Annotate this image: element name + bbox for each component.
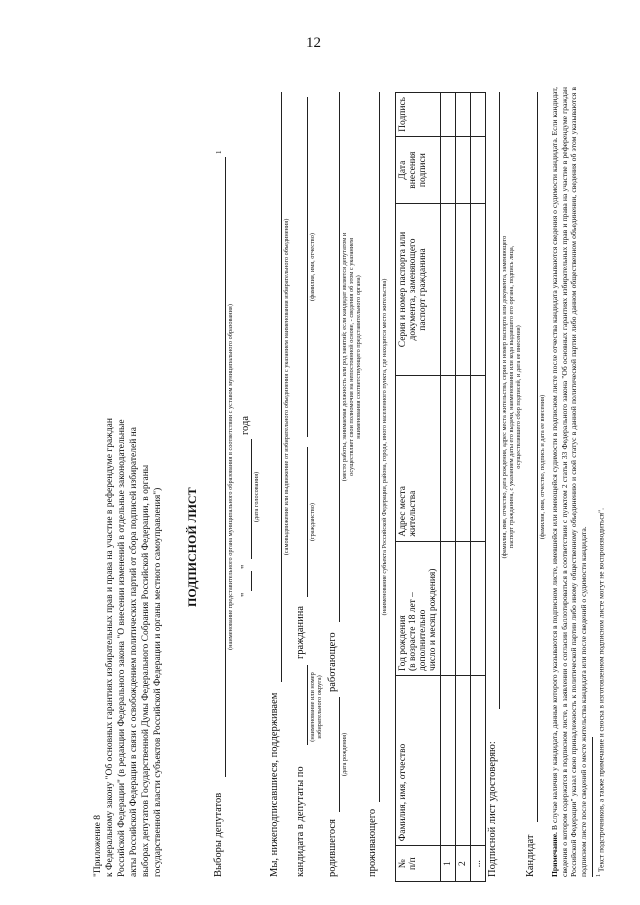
cell-signature[interactable]: [456, 93, 471, 137]
birth-date-line: [339, 697, 340, 812]
cell-date[interactable]: [456, 136, 471, 204]
col-header-birth-year: Год рождения (в возрасте 18 лет – дополнительно число и месяц рождения): [396, 541, 441, 675]
page-number: 12: [306, 35, 321, 51]
col-header-passport: Серия и номер паспорта или документа, заменяющего паспорт гражданина: [396, 204, 441, 375]
certifier-caption-3: осуществлявшего сбор подписей, и дата ее внесения): [515, 325, 522, 469]
notes-block: [548, 47, 618, 897]
cell-full-name[interactable]: [441, 676, 456, 846]
certifier-caption-2: паспорт гражданина, с указанием даты его выдачи, наименования или кода выдавшего его органа, подпись лица,: [508, 245, 515, 549]
form-title: ПОДПИСНОЙ ЛИСТ: [185, 487, 199, 607]
cell-birth-year[interactable]: [471, 541, 486, 675]
col-header-signature: Подпись: [396, 93, 441, 137]
cell-passport[interactable]: [471, 204, 486, 375]
residing-label: проживающего: [367, 808, 378, 877]
citizenship-line: [307, 447, 308, 597]
cell-address[interactable]: [456, 375, 471, 541]
full-name-line: [307, 97, 308, 437]
col-header-date: Дата внесения подписи: [396, 136, 441, 204]
candidate-signature-line: [537, 92, 538, 822]
certified-label: Подписной лист удостоверяю:: [487, 741, 498, 877]
col-header-full-name: Фамилия, имя, отчество: [396, 676, 441, 846]
cell-full-name[interactable]: [471, 676, 486, 846]
note-paragraph: [550, 87, 588, 877]
certifier-line: [499, 92, 500, 709]
citizenship-label: гражданина: [295, 606, 306, 659]
district-line: [307, 665, 308, 745]
footnote-text: [596, 508, 605, 877]
note-line-1: В случае наличия у кандидата, данные которого указываются в подписном листе, имевшейся или имеющейся судимости в подписном листе после отчества кандидата указываются сведения о: [550, 210, 559, 831]
work-line: [339, 92, 340, 622]
note-line-4: данной политической партии либо данном общественном объединении, сведения об этом указываются в подписном листе после сведений о месте жительства кандидата или после сведений о судимости кандидата.: [569, 87, 588, 877]
date-day-line: [251, 571, 252, 591]
full-name-caption: (фамилия, имя, отчество): [309, 233, 316, 301]
note-heading: Примечание.: [550, 832, 559, 877]
birth-date-caption: (дата рождения): [341, 732, 348, 777]
table-row: [441, 93, 456, 882]
cell-passport[interactable]: [441, 204, 456, 375]
working-label: работающего: [327, 632, 338, 692]
municipal-body-caption: (наименование представительного органа муниципального образования в соответствии с уставом муниципального образования): [227, 304, 234, 650]
signatures-table: [395, 92, 486, 882]
elections-label: Выборы депутатов: [213, 792, 224, 877]
cell-signature[interactable]: [471, 93, 486, 137]
col-header-number: № п/п: [396, 846, 441, 882]
date-quote-close: ": [240, 564, 251, 569]
cell-full-name[interactable]: [456, 676, 471, 846]
born-label: родившегося: [327, 819, 338, 877]
nomination-line: [281, 92, 282, 682]
cell-date[interactable]: [471, 136, 486, 204]
signature-sheet-form: [85, 47, 555, 897]
vote-date-caption: (дата голосования): [253, 471, 260, 523]
row-number: 1: [441, 846, 456, 882]
row-number: ...: [471, 846, 486, 882]
footnote-mark: 1: [215, 150, 223, 154]
cell-date[interactable]: [441, 136, 456, 204]
table-row: [471, 93, 486, 882]
municipal-body-line: [225, 157, 226, 777]
cell-birth-year[interactable]: [441, 541, 456, 675]
year-label: года: [240, 416, 251, 435]
residence-caption: (наименование субъекта Российской Федерации, района, города, иного населенного пункта, где находится место жительства): [381, 278, 388, 616]
cell-birth-year[interactable]: [456, 541, 471, 675]
footnote-body: Текст подстрочников, а также примечание и сноска в изготовленном подписном листе могут не воспроизводиться".: [596, 508, 606, 873]
footnote-separator: [592, 737, 593, 877]
cell-address[interactable]: [441, 375, 456, 541]
footnote-mark-bottom: 1: [596, 874, 602, 877]
col-header-address: Адрес места жительства: [396, 375, 441, 541]
self-nomination-caption: (самовыдвижение или выдвижение от избирательного объединения с указанием наименования избирательного объединения): [283, 218, 290, 556]
candidate-label: Кандидат: [525, 834, 536, 877]
table-header-row: [396, 93, 441, 882]
appendix-line-3: акты Российской Федерации в связи с освобождением политических партий от сбора подписей избирателей на: [129, 427, 139, 877]
appendix-line-5: государственной власти субъектов Российской Федерации и органы местного самоуправления"): [153, 487, 163, 877]
work-caption-1: (место работы, занимаемая должность или род занятий; если кандидат является депутатом и: [341, 232, 348, 482]
date-quote-open: ": [240, 592, 251, 597]
residence-line: [379, 92, 380, 802]
appendix-line-2: Российской Федерации" (в редакции Федерального закона "О внесении изменений в отдельные законодательные: [117, 419, 127, 877]
citizenship-caption: (гражданство): [309, 502, 316, 542]
note-line-3: гарантиях избирательных прав и права на участие в референдуме граждан Российской Федерации" указал свою принадлежность к политической партии либо иному общественному объединению и свой статус в: [559, 87, 578, 877]
appendix-line-1: к Федеральному закону "Об основных гарантиях избирательных прав и права на участие в референдуме граждан: [105, 418, 115, 877]
cell-passport[interactable]: [456, 204, 471, 375]
candidate-district-label: кандидата в депутаты по: [295, 766, 306, 877]
work-caption-2: осуществляет свои полномочия на непостоянной основе, - сведения об этом с указанием: [348, 238, 355, 476]
cell-signature[interactable]: [441, 93, 456, 137]
row-number: 2: [456, 846, 471, 882]
cell-address[interactable]: [471, 375, 486, 541]
appendix-line-4: выборах депутатов Государственной Думы Федерального Собрания Российской Федерации, в органы: [141, 464, 151, 877]
date-month-line: [251, 439, 252, 559]
appendix-heading: "Приложение 8: [93, 815, 103, 877]
candidate-caption: (фамилия, имя, отчество, подпись и дата ее внесения): [539, 394, 546, 540]
supporting-statement: Мы, нижеподписавшиеся, поддерживаем: [269, 692, 280, 877]
district-caption: (наименование или номер избирательного округа): [309, 672, 323, 742]
work-caption-3: наименования соответствующего представительного органа): [355, 275, 362, 439]
table-row: [456, 93, 471, 882]
certifier-caption-1: (фамилия, имя, отчество, дата рождения, адрес места жительства, серия и номер паспорта или документа, заменяющего: [501, 235, 508, 559]
note-line-2: судимости кандидата. Если кандидат, сведения о котором содержатся в подписном листе, в заявлении о согласии баллотироваться в соответствии с пунктом 2 статьи 33 Федерального закона "Об основных: [550, 87, 569, 877]
